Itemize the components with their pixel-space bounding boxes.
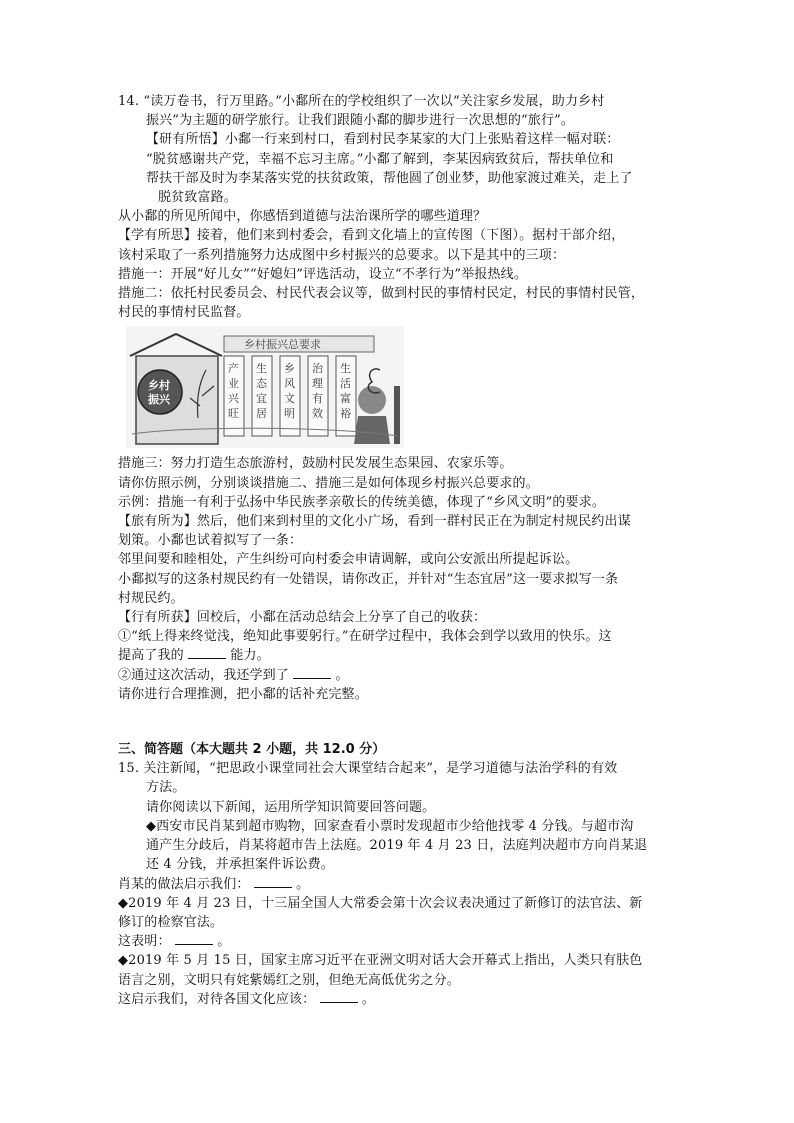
q15-line: 修订的检察官法。	[118, 914, 224, 930]
q14-line: 该村采取了一系列措施努力达成图中乡村振兴的总要求。以下是其中的三项：	[118, 247, 566, 263]
q15-line: 还 4 分钱，并承担案件诉讼费。	[146, 857, 334, 873]
q15-fill-line	[118, 990, 678, 1009]
poster-logo-line2: 振兴	[148, 393, 170, 407]
poster-panel-label: 治理有效	[312, 362, 323, 421]
q14-line: 请你进行合理推测，把小鄱的话补充完整。	[118, 686, 368, 702]
q14-line: 从小鄱的所见所闻中，你感悟到道德与法治课所学的哪些道理？	[118, 209, 487, 225]
q15-line: 语言之别，文明只有姹紫嫣红之别，但绝无高低优劣之分。	[118, 972, 460, 988]
q15-line: ◆西安市民肖某到超市购物，回家查看小票时发现超市少给他找零 4 分钱。与超市沟	[146, 818, 634, 834]
q15-fill-suffix: 。	[296, 876, 310, 892]
q15-line: 15. 关注新闻，“把思政小课堂同社会大课堂结合起来”，是学习道德与法治学科的有效	[118, 761, 618, 777]
answer-blank[interactable]	[175, 932, 213, 945]
answer-blank[interactable]	[293, 666, 331, 679]
q14-line: “脱贫感谢共产党，幸福不忘习主席。”小鄱了解到，李某因病致贫后，帮扶单位和	[146, 151, 614, 167]
q14-fill-line	[118, 646, 678, 665]
poster-panel-label: 生活富裕	[340, 362, 351, 421]
q14-line: 措施二：依托村民委员会、村民代表会议等，做到村民的事情村民定，村民的事情村民管，	[118, 286, 645, 302]
answer-blank[interactable]	[254, 875, 292, 888]
q14-line: 示例：措施一有利于弘扬中华民族孝亲敬长的传统美德，体现了“乡风文明”的要求。	[118, 494, 605, 510]
answer-blank[interactable]	[320, 990, 358, 1003]
q14-line: 村民的事情村民监督。	[118, 305, 250, 321]
rural-revitalization-poster	[126, 326, 404, 448]
q14-line: 帮扶干部及时为李某落实党的扶贫政策，帮他圆了创业梦，助他家渡过难关，走上了	[146, 170, 633, 186]
answer-blank[interactable]	[188, 646, 226, 659]
q15-fill-line	[118, 875, 678, 894]
q14-line: 村规民约。	[118, 590, 184, 606]
poster-panel-label: 产业兴旺	[228, 362, 239, 421]
q14-line: 【研有所悟】小鄱一行来到村口，看到村民李某家的大门上张贴着这样一幅对联：	[146, 132, 620, 148]
q15-fill-prefix: 这启示我们，对待各国文化应该：	[118, 991, 316, 1007]
q15-fill-suffix: 。	[217, 934, 231, 950]
q15-fill-prefix: 这表明：	[118, 934, 171, 950]
q14-line: 划策。小鄱也试着拟写了一条：	[118, 533, 303, 549]
q14-line: ①“纸上得来终觉浅，绝知此事要躬行。”在研学过程中，我体会到学以致用的快乐。这	[118, 629, 612, 645]
poster-panel-label: 乡风文明	[284, 362, 295, 421]
q14-fill-suffix: 。	[335, 667, 349, 683]
q15-line: 通产生分歧后，肖某将超市告上法庭。2019 年 4 月 23 日，法庭判决超市方向肖某退	[146, 838, 648, 854]
q14-line: 14. “读万卷书，行万里路。”小鄱所在的学校组织了一次以“关注家乡发展，助力乡村	[118, 94, 605, 109]
poster-logo-line1: 乡村	[148, 379, 170, 393]
section-title: 三、简答题（本大题共 2 小题，共 12.0 分）	[118, 742, 386, 758]
q14-line: 【行有所获】回校后，小鄱在活动总结会上分享了自己的收获：	[118, 610, 487, 626]
q14-line: 小鄱拟写的这条村规民约有一处错误，请你改正，并针对“生态宜居”这一要求拟写一条	[118, 571, 619, 587]
q14-fill-prefix: 提高了我的	[118, 648, 184, 664]
poster-drawing	[126, 326, 404, 448]
q14-line: 振兴”为主题的研学旅行。让我们跟随小鄱的脚步进行一次思想的“旅行”。	[146, 113, 575, 129]
q14-fill-suffix: 能力。	[230, 648, 270, 664]
q15-fill-line	[118, 932, 678, 951]
exam-page	[118, 92, 678, 1009]
poster-panel-label: 生态宜居	[256, 362, 267, 421]
q15-fill-prefix: 肖某的做法启示我们：	[118, 876, 250, 892]
q14-line: 【旅有所为】然后，他们来到村里的文化小广场，看到一群村民正在为制定村规民约出谋	[118, 514, 631, 530]
q14-line: 脱贫致富路。	[158, 190, 237, 206]
q14-line: 措施一：开展“好儿女”“好媳妇”评选活动，设立“不孝行为”举报热线。	[118, 266, 527, 282]
q14-line: 【学有所思】接着，他们来到村委会，看到文化墙上的宣传图（下图）。据村干部介绍，	[118, 228, 625, 244]
q15-line: ◆2019 年 4 月 23 日，十三届全国人大常委会第十次会议表决通过了新修订的法官法、新	[118, 895, 643, 911]
q14-line: 措施三：努力打造生态旅游村，鼓励村民发展生态果园、农家乐等。	[118, 456, 513, 472]
q15-fill-suffix: 。	[361, 991, 376, 1007]
q14-line: 请你仿照示例，分别谈谈措施二、措施三是如何体现乡村振兴总要求的。	[118, 475, 539, 491]
q15-line: 请你阅读以下新闻，运用所学知识简要回答问题。	[146, 799, 436, 815]
q14-line: 邻里间要和睦相处，产生纠纷可向村委会申请调解，或向公安派出所提起诉讼。	[118, 552, 579, 568]
q14-fill-prefix: ②通过这次活动，我还学到了	[118, 667, 289, 683]
q15-line: ◆2019 年 5 月 15 日，国家主席习近平在亚洲文明对话大会开幕式上指出，人类只有肤色	[118, 953, 643, 969]
poster-banner: 乡村振兴总要求	[244, 338, 321, 352]
q14-fill-line	[118, 666, 678, 685]
q15-line: 方法。	[146, 780, 186, 796]
